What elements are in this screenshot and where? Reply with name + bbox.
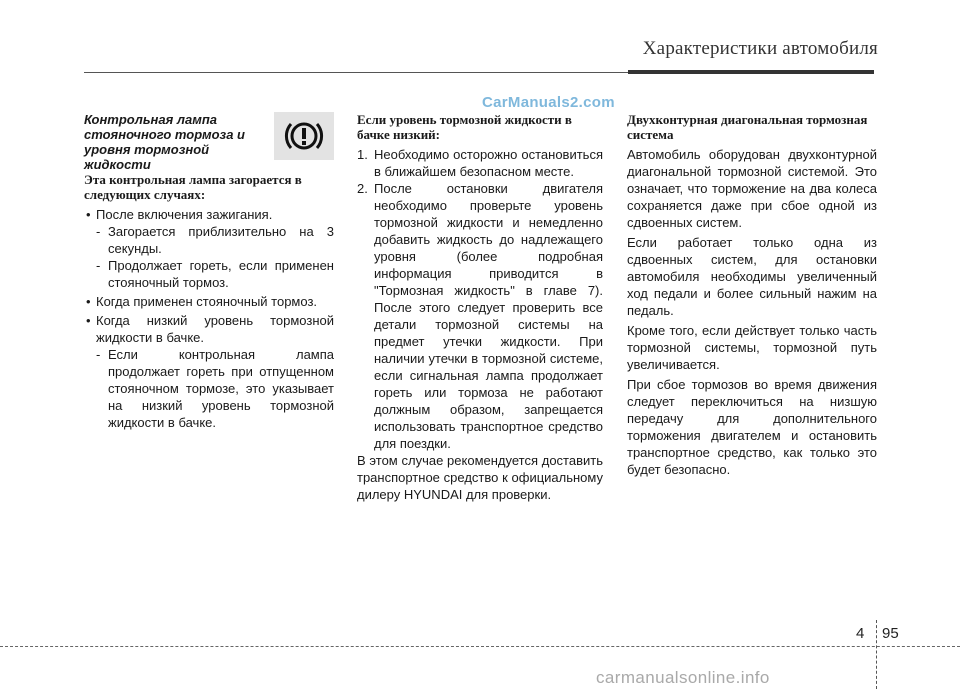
column-2 <box>357 112 603 506</box>
lamp-heading-block <box>84 112 334 172</box>
column-1 <box>84 112 334 431</box>
sub-list-item: - Продолжает гореть, если применен стояночный тормоз. <box>96 258 334 290</box>
section-heading: Двухконтурная диагональная тормозная система <box>627 112 868 142</box>
sub-list-item: - Загорается приблизительно на 3 секунды. <box>96 224 334 256</box>
paragraph: Если работает только одна из сдвоенных систем, для остановки автомобиля необходимы увеличенный ход педали и более сильный нажим на педаль. <box>627 235 877 318</box>
chapter-number: 4 <box>856 625 865 642</box>
list-item: • После включения зажигания. <box>84 206 334 223</box>
paragraph: Кроме того, если действует только часть тормозной системы, тормозной путь увеличивается. <box>627 323 877 372</box>
watermark-bottom: carmanualsonline.info <box>596 668 770 687</box>
sub-list-item: - Если контрольная лампа продолжает гореть при отпущенном стояночном тормозе, это указывает на низкий уровень тормозной жидкости в бачке. <box>96 347 334 430</box>
column-3 <box>627 112 877 481</box>
page-number: 95 <box>882 625 899 642</box>
numbered-item: 1. Необходимо осторожно остановиться в ближайшем безопасном месте. <box>357 147 603 179</box>
paragraph: Автомобиль оборудован двухконтурной диагональной тормозной системой. Это означает, что торможение на два колеса сохраняется даже при сбое одной из сдвоенных систем. <box>627 147 877 230</box>
list-item: • Когда применен стояночный тормоз. <box>84 293 334 310</box>
list-item: • Когда низкий уровень тормозной жидкости в бачке. <box>84 312 334 346</box>
paragraph: При сбое тормозов во время движения следует переключиться на низшую передачу для дополнительного торможения двигателем и остановить транспортное средство, как только это будет безопасно. <box>627 377 877 477</box>
lamp-title: Контрольная лампа стояночного тормоза и уровня тормозной жидкости <box>84 112 245 172</box>
watermark-top: CarManuals2.com <box>482 94 615 111</box>
lamp-intro: Эта контрольная лампа загорается в следующих случаях: <box>84 172 302 202</box>
page-header-title: Характеристики автомобиля <box>642 38 878 59</box>
page-number-separator <box>876 620 878 689</box>
numbered-item: 2. После остановки двигателя необходимо проверьте уровень тормозной жидкости и немедленно добавить жидкость до надлежащего уровня (более подробная информация приводится в "Тормозная жидкость" в главе 7). После этого следует проверить все детали тормозной системы на предмет утечки жидкости. При наличии утечки в тормозной системе, если сигнальная лампа продолжает гореть или тормоза не работают должным образом, запрещается использовать транспортное средство для поездки. <box>357 181 603 451</box>
brake-warning-icon <box>274 112 334 160</box>
footer-dashed-line <box>0 646 960 647</box>
section-heading: Если уровень тормозной жидкости в бачке низкий: <box>357 112 572 142</box>
header-rule-accent <box>628 70 874 74</box>
paragraph: В этом случае рекомендуется доставить транспортное средство к официальному дилеру HYUNDAI для проверки. <box>357 453 603 502</box>
